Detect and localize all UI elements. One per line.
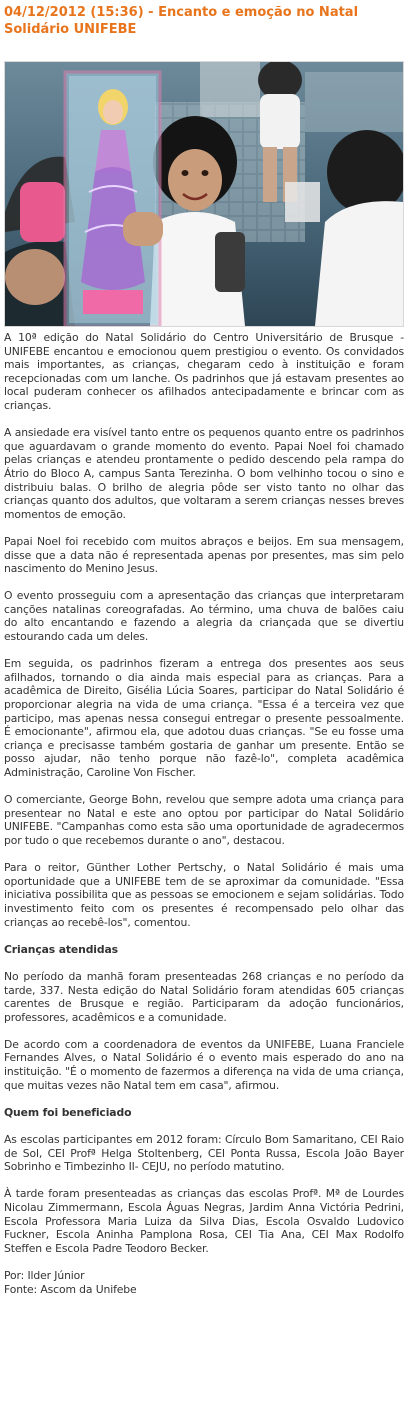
article-datetime: 04/12/2012 (15:36)	[4, 5, 144, 20]
subheading-criancas-atendidas: Crianças atendidas	[4, 942, 118, 956]
paragraph: O comerciante, George Bohn, revelou que sempre adota uma criança para presentear no Natal e este ano optou por participar do Natal Solidário UNIFEBE. "Campanhas como esta são uma oportunidade de agradecermos por tudo o que recebemos durante o ano", destacou.	[4, 793, 404, 847]
paragraph: A 10ª edição do Natal Solidário do Centro Universitário de Brusque - UNIFEBE encantou e emocionou quem prestigiou o evento. Os convidados mais importantes, as crianças, chegaram cedo à instituição e foram recepcionadas com um lanche. Os padrinhos que já estavam presentes ao local puderam conhecer os afilhados antecipadamente e brincar com as crianças.	[4, 331, 404, 412]
paragraph: No período da manhã foram presenteadas 268 crianças e no período da tarde, 337. Nesta edição do Natal Solidário foram atendidas 605 crianças carentes de Brusque e região. Participaram da adoção funcionários, professores, acadêmicos e a comunidade.	[4, 969, 404, 1024]
paragraph: A ansiedade era visível tanto entre os pequenos quanto entre os padrinhos que aguardavam o grande momento do evento. Papai Noel foi chamado pelas crianças e atendeu prontamente o pedido descendo pela rampa do Átrio do Bloco A, campus Santa Terezinha. O bom velhinho tocou o sino e distribuiu balas. O brilho de alegria pôde ser visto tanto no olhar das crianças quanto dos adultos, que voltaram a serem crianças nesses breves momentos de emoção.	[4, 426, 404, 521]
source-line: Fonte: Ascom da Unifebe	[4, 1282, 137, 1296]
paragraph: Para o reitor, Günther Lother Pertschy, o Natal Solidário é mais uma oportunidade que a UNIFEBE tem de se aproximar da comunidade. "Essa iniciativa possibilita que as pessoas se emocionem e sejam solidárias. Todo investimento feito com os presentes é recompensado pelo olhar das crianças ao recebê-los", comentou.	[4, 861, 404, 929]
paragraph: O evento prosseguiu com a apresentação das crianças que interpretaram canções natalinas coreografadas. Ao término, uma chuva de balões caiu do alto encantando e fazendo a alegria da criançada que se divertiu estourando cada um deles.	[4, 589, 404, 644]
article-title	[4, 4, 404, 38]
paragraph: Em seguida, os padrinhos fizeram a entrega dos presentes aos seus afilhados, tornando o dia ainda mais especial para as crianças. Para a acadêmica de Direito, Gisélia Lúcia Soares, participar do Natal Solidário é proporcionar alegria na vida de uma criança. "Essa é a terceira vez que participo, mas apenas nessa consegui entregar o presente pessoalmente. É emocionante", afirmou ela, que adotou duas crianças. "Se eu fosse uma criança e precisasse também gostaria de ganhar um presente. Então se posso ajudar, não tenho porque não fazê-lo", completa acadêmica Administração, Caroline Von Fischer.	[4, 657, 404, 779]
article-headline: Encanto e emoção no Natal Solidário UNIFEBE	[4, 5, 359, 37]
title-separator: -	[143, 5, 159, 20]
author-line: Por: Ilder Júnior	[4, 1268, 85, 1282]
paragraph: As escolas participantes em 2012 foram: Círculo Bom Samaritano, CEI Raio de Sol, CEI Profª Helga Stoltenberg, CEI Ponta Russa, Escola João Bayer Sobrinho e Timbezinho II- CEJU, no período matutino.	[4, 1133, 404, 1174]
paragraph: De acordo com a coordenadora de eventos da UNIFEBE, Luana Franciele Fernandes Alves, o Natal Solidário é o evento mais esperado do ano na instituição. "É o momento de fazermos a diferença na vida de uma criança, que muitas vezes não Natal tem em casa", afirmou.	[4, 1037, 404, 1092]
photo-children-with-gifts	[5, 62, 403, 326]
article-credits	[4, 1269, 404, 1296]
paragraph: Papai Noel foi recebido com muitos abraços e beijos. Em sua mensagem, disse que a data não é representada apenas por presentes, mas sim pelo nascimento do Menino Jesus.	[4, 534, 404, 576]
news-article	[0, 4, 410, 1424]
paragraph: À tarde foram presenteadas as crianças das escolas Profª. Mª de Lourdes Nicolau Zimmermann, Escola Águas Negras, Jardim Anna Victória Pedrini, Escola Professora Maria Luiza da Silva Dias, Escola Osvaldo Ludovico Fuckner, Escola Aninha Pamplona Rosa, CEI Tia Ana, CEI Max Rodolfo Steffen e Escola Padre Teodoro Becker.	[4, 1187, 404, 1255]
article-photo	[4, 61, 404, 327]
subheading-quem-foi-beneficiado: Quem foi beneficiado	[4, 1105, 132, 1119]
article-body	[4, 331, 404, 1296]
